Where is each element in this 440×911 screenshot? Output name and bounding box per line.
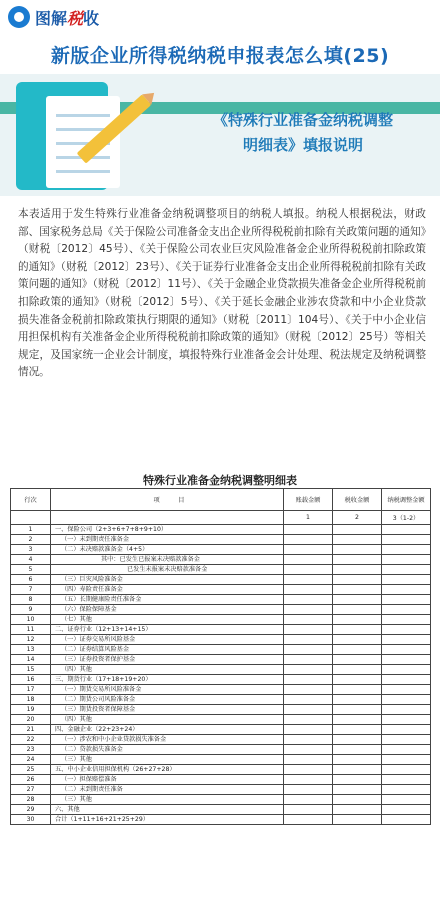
table-row <box>11 555 431 565</box>
logo-icon <box>8 6 30 28</box>
header-no: 行次 <box>11 489 51 511</box>
row-adjust-amount[interactable] <box>382 735 431 745</box>
table-row <box>11 805 431 815</box>
row-item: 五、中小企业信用担保机构（26+27+28） <box>51 765 284 775</box>
row-number: 21 <box>11 725 51 735</box>
table-row <box>11 815 431 825</box>
row-item: 合计（1+11+16+21+25+29） <box>51 815 284 825</box>
header-tax-amount: 税收金额 <box>333 489 382 511</box>
row-number: 7 <box>11 585 51 595</box>
row-number: 6 <box>11 575 51 585</box>
row-number: 9 <box>11 605 51 615</box>
row-tax-amount[interactable] <box>333 705 382 715</box>
row-item: （三）期货投资者保障基金 <box>51 705 284 715</box>
row-tax-amount[interactable] <box>333 695 382 705</box>
row-book-amount[interactable] <box>284 635 333 645</box>
row-book-amount[interactable] <box>284 655 333 665</box>
table-row <box>11 745 431 755</box>
intro-paragraph: 本表适用于发生特殊行业准备金纳税调整项目的纳税人填报。纳税人根据税法，财政部、国家税务总局《关于保险公司准备金支出企业所得税税前扣除有关政策问题的通知》（财税〔2012〕45号）、《关于保险公司农业巨灾风险准备金企业所得税税前扣除政策的通知》（财税〔2012〕23号）、《关于证券行业准备金支出企业所得税税前扣除有关政策问题的通知》（财税〔2012〕11号）、《关于金融企业贷款损失准备金企业所得税税前扣除政策的通知》（财税〔2012〕5号）、《关于延长金融企业涉农贷款和中小企业贷款损失准备金税前扣除政策执行期限的通知》（财税〔2011〕104号）、《关于中小企业信用担保机构有关准备金企业所得税税前扣除政策的通知》（财税〔2012〕25号）等相关规定，及国家统一企业会计制度，填报特殊行业准备金会计处理、税法规定及纳税调整情况。 <box>18 208 426 379</box>
brand-logo: 图解税收 <box>35 8 100 28</box>
table-row <box>11 605 431 615</box>
row-item: （三）其他 <box>51 795 284 805</box>
row-book-amount[interactable] <box>284 685 333 695</box>
row-book-amount[interactable] <box>284 625 333 635</box>
header-book-amount: 账载金额 <box>284 489 333 511</box>
row-book-amount[interactable] <box>284 795 333 805</box>
row-number: 26 <box>11 775 51 785</box>
row-tax-amount[interactable] <box>333 785 382 795</box>
row-number: 17 <box>11 685 51 695</box>
row-tax-amount[interactable] <box>333 805 382 815</box>
row-adjust-amount[interactable] <box>382 605 431 615</box>
row-number: 10 <box>11 615 51 625</box>
row-item: （一）担保赔偿准备 <box>51 775 284 785</box>
row-item: （一）涉农和中小企业贷款损失准备金 <box>51 735 284 745</box>
row-book-amount[interactable] <box>284 765 333 775</box>
row-adjust-amount[interactable] <box>382 665 431 675</box>
row-item: （一）证券交易所风险基金 <box>51 635 284 645</box>
row-item: （二）未到期责任准备 <box>51 785 284 795</box>
row-item: （四）其他 <box>51 665 284 675</box>
row-book-amount[interactable] <box>284 735 333 745</box>
table-row <box>11 575 431 585</box>
row-book-amount[interactable] <box>284 775 333 785</box>
row-number: 2 <box>11 535 51 545</box>
row-tax-amount[interactable] <box>333 675 382 685</box>
row-item: （三）其他 <box>51 755 284 765</box>
table-row <box>11 645 431 655</box>
detail-table <box>10 488 431 825</box>
row-number: 13 <box>11 645 51 655</box>
table-row <box>11 625 431 635</box>
row-item: （六）保险保障基金 <box>51 605 284 615</box>
row-book-amount[interactable] <box>284 745 333 755</box>
row-adjust-amount[interactable] <box>382 695 431 705</box>
row-adjust-amount[interactable] <box>382 645 431 655</box>
header-adjust-amount: 纳税调整金额 <box>382 489 431 511</box>
row-adjust-amount[interactable] <box>382 565 431 575</box>
row-tax-amount[interactable] <box>333 745 382 755</box>
row-adjust-amount[interactable] <box>382 795 431 805</box>
row-item: 一、保险公司（2+3+6+7+8+9+10） <box>51 525 284 535</box>
row-book-amount[interactable] <box>284 815 333 825</box>
banner-title: 《特殊行业准备金纳税调整 明细表》填报说明 <box>212 111 393 154</box>
row-number: 30 <box>11 815 51 825</box>
row-tax-amount[interactable] <box>333 725 382 735</box>
row-item: 四、金融企业（22+23+24） <box>51 725 284 735</box>
row-number: 18 <box>11 695 51 705</box>
row-adjust-amount[interactable] <box>382 675 431 685</box>
row-tax-amount[interactable] <box>333 585 382 595</box>
table-row <box>11 775 431 785</box>
row-tax-amount[interactable] <box>333 685 382 695</box>
row-adjust-amount[interactable] <box>382 595 431 605</box>
table-row <box>11 725 431 735</box>
row-adjust-amount[interactable] <box>382 615 431 625</box>
row-adjust-amount[interactable] <box>382 725 431 735</box>
row-adjust-amount[interactable] <box>382 655 431 665</box>
row-adjust-amount[interactable] <box>382 815 431 825</box>
subheader-col1: 1 <box>284 511 333 525</box>
row-item: （四）其他 <box>51 715 284 725</box>
row-book-amount[interactable] <box>284 575 333 585</box>
table-row <box>11 785 431 795</box>
row-item: （七）其他 <box>51 615 284 625</box>
table-row <box>11 695 431 705</box>
row-tax-amount[interactable] <box>333 535 382 545</box>
row-number: 23 <box>11 745 51 755</box>
row-adjust-amount[interactable] <box>382 545 431 555</box>
row-number: 20 <box>11 715 51 725</box>
row-item: （五）长期健康险责任准备金 <box>51 595 284 605</box>
row-item: （二）证券结算风险基金 <box>51 645 284 655</box>
row-number: 1 <box>11 525 51 535</box>
row-number: 8 <box>11 595 51 605</box>
row-book-amount[interactable] <box>284 605 333 615</box>
table-row <box>11 615 431 625</box>
row-adjust-amount[interactable] <box>382 635 431 645</box>
row-book-amount[interactable] <box>284 805 333 815</box>
row-item: （二）贷款损失准备金 <box>51 745 284 755</box>
table-row <box>11 705 431 715</box>
table-title: 特殊行业准备金纳税调整明细表 <box>143 474 297 487</box>
row-tax-amount[interactable] <box>333 575 382 585</box>
row-tax-amount[interactable] <box>333 815 382 825</box>
row-tax-amount[interactable] <box>333 595 382 605</box>
row-number: 12 <box>11 635 51 645</box>
row-adjust-amount[interactable] <box>382 555 431 565</box>
row-adjust-amount[interactable] <box>382 765 431 775</box>
page-title: 新版企业所得税纳税申报表怎么填(25) <box>50 44 390 67</box>
row-book-amount[interactable] <box>284 665 333 675</box>
row-tax-amount[interactable] <box>333 625 382 635</box>
row-number: 5 <box>11 565 51 575</box>
row-tax-amount[interactable] <box>333 645 382 655</box>
subheader-no <box>11 511 51 525</box>
table-row <box>11 765 431 775</box>
row-item: 已发生未报案未决赔款准备金 <box>51 565 284 575</box>
row-number: 11 <box>11 625 51 635</box>
row-number: 24 <box>11 755 51 765</box>
row-adjust-amount[interactable] <box>382 585 431 595</box>
row-item: （三）证券投资者保护基金 <box>51 655 284 665</box>
table-row <box>11 565 431 575</box>
row-number: 25 <box>11 765 51 775</box>
row-book-amount[interactable] <box>284 535 333 545</box>
row-adjust-amount[interactable] <box>382 525 431 535</box>
row-item: （二）期货公司风险准备金 <box>51 695 284 705</box>
table-row <box>11 545 431 555</box>
row-number: 16 <box>11 675 51 685</box>
row-number: 29 <box>11 805 51 815</box>
row-adjust-amount[interactable] <box>382 575 431 585</box>
row-tax-amount[interactable] <box>333 545 382 555</box>
row-item: （四）寿险责任准备金 <box>51 585 284 595</box>
brand-bar <box>0 0 440 34</box>
row-book-amount[interactable] <box>284 725 333 735</box>
row-book-amount[interactable] <box>284 695 333 705</box>
row-item: （二）未决赔款准备金（4+5） <box>51 545 284 555</box>
row-item: 六、其他 <box>51 805 284 815</box>
row-adjust-amount[interactable] <box>382 705 431 715</box>
table-row <box>11 665 431 675</box>
table-row <box>11 535 431 545</box>
header-item: 项 目 <box>51 489 284 511</box>
row-number: 4 <box>11 555 51 565</box>
table-row <box>11 755 431 765</box>
row-tax-amount[interactable] <box>333 735 382 745</box>
row-book-amount[interactable] <box>284 715 333 725</box>
row-book-amount[interactable] <box>284 545 333 555</box>
row-book-amount[interactable] <box>284 555 333 565</box>
table-row <box>11 795 431 805</box>
row-adjust-amount[interactable] <box>382 625 431 635</box>
table-row <box>11 655 431 665</box>
row-adjust-amount[interactable] <box>382 535 431 545</box>
row-tax-amount[interactable] <box>333 775 382 785</box>
row-item: （一）期货交易所风险准备金 <box>51 685 284 695</box>
row-book-amount[interactable] <box>284 755 333 765</box>
subheader-item <box>51 511 284 525</box>
row-tax-amount[interactable] <box>333 715 382 725</box>
row-tax-amount[interactable] <box>333 755 382 765</box>
row-tax-amount[interactable] <box>333 615 382 625</box>
row-adjust-amount[interactable] <box>382 685 431 695</box>
table-row <box>11 525 431 535</box>
row-tax-amount[interactable] <box>333 555 382 565</box>
row-adjust-amount[interactable] <box>382 755 431 765</box>
row-book-amount[interactable] <box>284 705 333 715</box>
row-number: 22 <box>11 735 51 745</box>
row-tax-amount[interactable] <box>333 655 382 665</box>
table-row <box>11 685 431 695</box>
row-book-amount[interactable] <box>284 525 333 535</box>
row-number: 14 <box>11 655 51 665</box>
row-book-amount[interactable] <box>284 645 333 655</box>
banner <box>0 74 440 196</box>
row-adjust-amount[interactable] <box>382 745 431 755</box>
table-row <box>11 585 431 595</box>
row-number: 15 <box>11 665 51 675</box>
row-book-amount[interactable] <box>284 675 333 685</box>
row-tax-amount[interactable] <box>333 565 382 575</box>
row-number: 27 <box>11 785 51 795</box>
row-book-amount[interactable] <box>284 565 333 575</box>
row-tax-amount[interactable] <box>333 635 382 645</box>
row-item: 二、证券行业（12+13+14+15） <box>51 625 284 635</box>
row-adjust-amount[interactable] <box>382 715 431 725</box>
row-book-amount[interactable] <box>284 585 333 595</box>
row-adjust-amount[interactable] <box>382 805 431 815</box>
row-item: 其中：已发生已报案未决赔款准备金 <box>51 555 284 565</box>
row-tax-amount[interactable] <box>333 795 382 805</box>
table-row <box>11 635 431 645</box>
row-adjust-amount[interactable] <box>382 775 431 785</box>
row-number: 28 <box>11 795 51 805</box>
subheader-col3: 3（1-2） <box>382 511 431 525</box>
row-tax-amount[interactable] <box>333 765 382 775</box>
row-number: 19 <box>11 705 51 715</box>
table-row <box>11 715 431 725</box>
row-adjust-amount[interactable] <box>382 785 431 795</box>
row-tax-amount[interactable] <box>333 525 382 535</box>
table-row <box>11 595 431 605</box>
row-item: （三）巨灾风险准备金 <box>51 575 284 585</box>
subheader-col2: 2 <box>333 511 382 525</box>
table-row <box>11 675 431 685</box>
row-book-amount[interactable] <box>284 615 333 625</box>
row-book-amount[interactable] <box>284 785 333 795</box>
row-tax-amount[interactable] <box>333 605 382 615</box>
row-item: 三、期货行业（17+18+19+20） <box>51 675 284 685</box>
row-number: 3 <box>11 545 51 555</box>
table-row <box>11 735 431 745</box>
row-item: （一）未到期责任准备金 <box>51 535 284 545</box>
row-tax-amount[interactable] <box>333 665 382 675</box>
row-book-amount[interactable] <box>284 595 333 605</box>
